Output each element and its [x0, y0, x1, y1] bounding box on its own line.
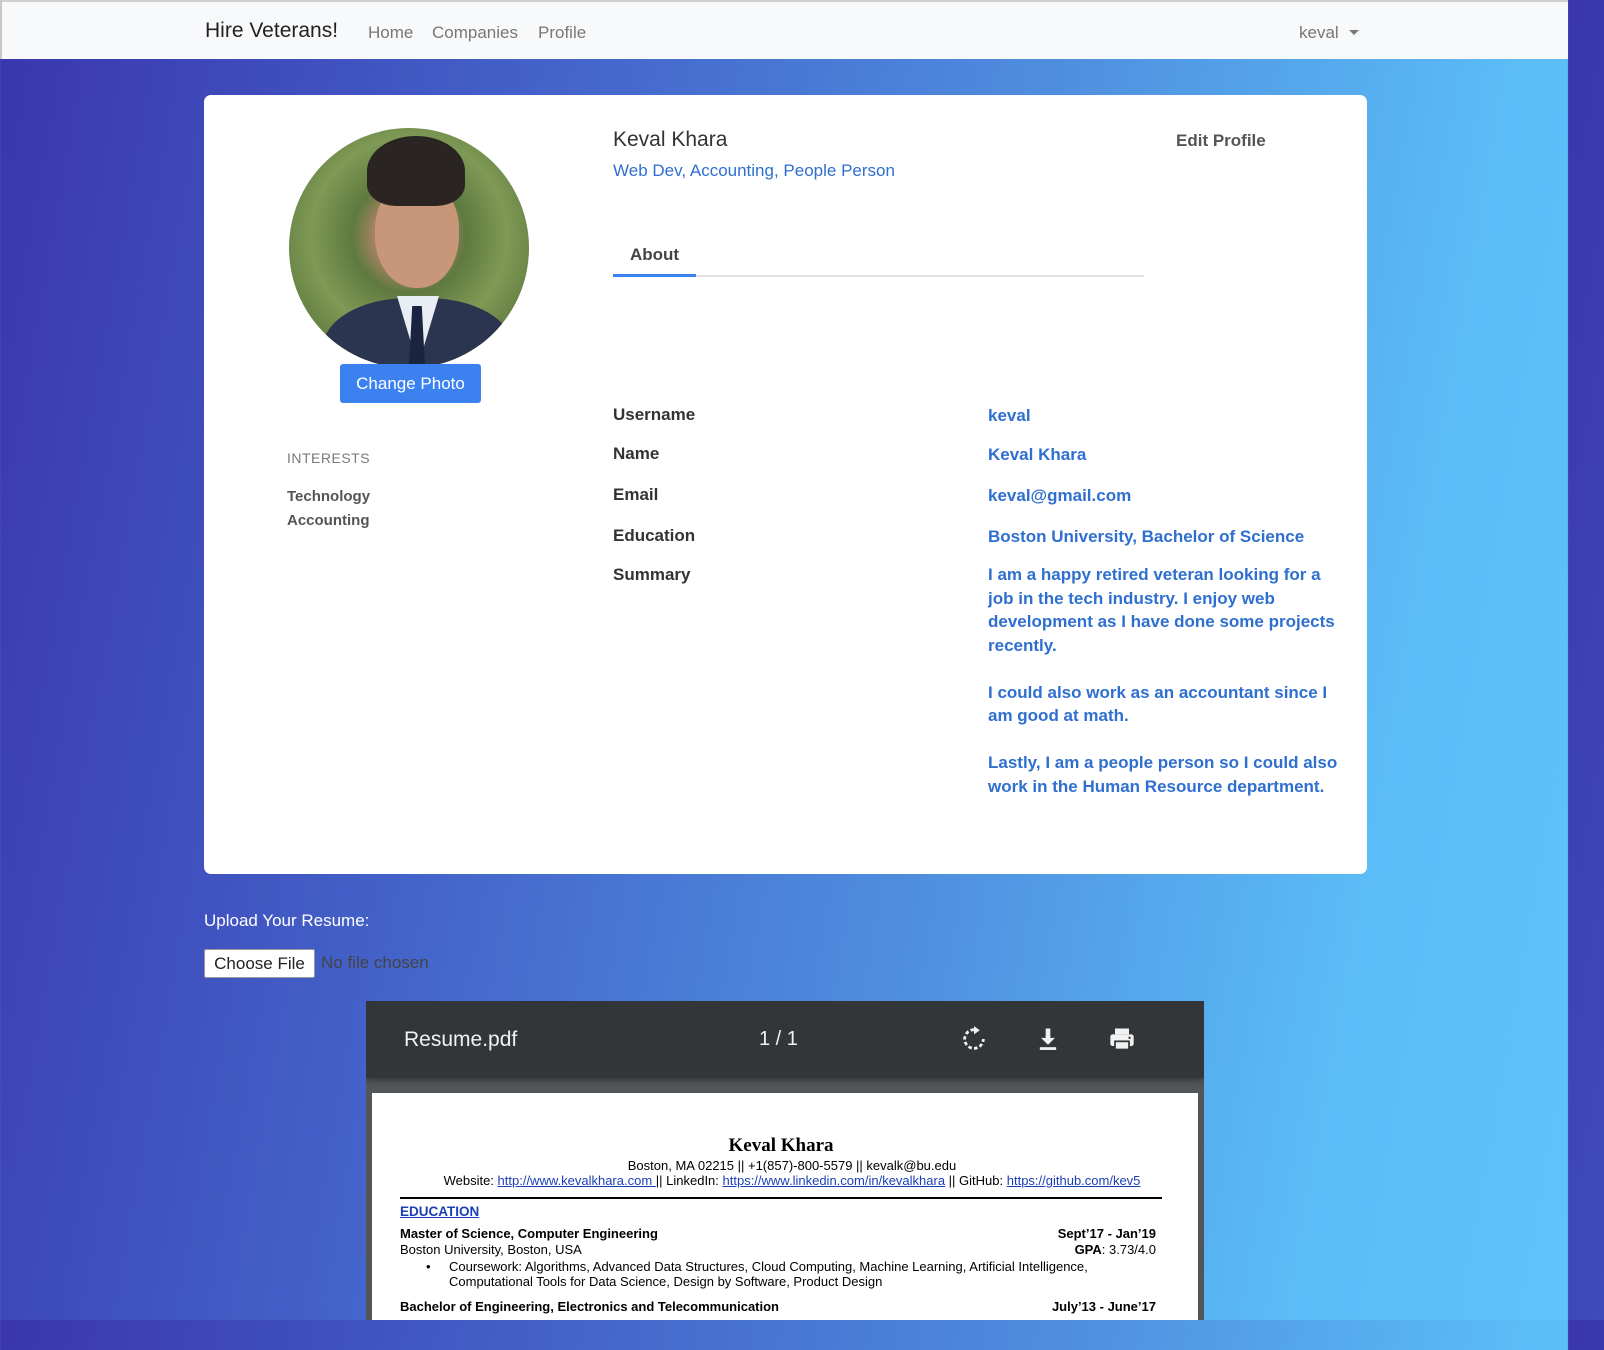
brand-logo-text[interactable]: Hire Veterans!	[205, 19, 339, 42]
profile-tagline: Web Dev, Accounting, People Person	[613, 161, 895, 180]
file-status: No file chosen	[321, 953, 429, 972]
resume-date: July’13 - June’17	[1051, 1299, 1156, 1314]
user-dropdown[interactable]	[1299, 23, 1359, 43]
name-value: Keval Khara	[988, 445, 1087, 464]
resume-links	[372, 1173, 1204, 1188]
name-label: Name	[613, 444, 660, 463]
resume-bullet: •	[426, 1259, 431, 1274]
summary-value	[988, 563, 1338, 822]
username-value: keval	[988, 406, 1031, 425]
nav-companies[interactable]: Companies	[432, 23, 518, 42]
email-value: keval@gmail.com	[988, 486, 1132, 505]
resume-school: Boston University, Boston, USA	[400, 1242, 582, 1257]
profile-name: Keval Khara	[613, 128, 728, 151]
resume-degree: Bachelor of Engineering, Electronics and Telecommunication	[400, 1299, 779, 1314]
resume-gpa-value: : 3.73/4.0	[1101, 1242, 1156, 1257]
resume-gpa	[1075, 1242, 1156, 1257]
edit-profile-button[interactable]: Edit Profile	[1176, 131, 1266, 150]
resume-linkedin-link[interactable]: https://www.linkedin.com/in/kevalkhara	[722, 1173, 946, 1188]
profile-card	[204, 95, 1367, 874]
summary-paragraph: I could also work as an accountant since I am good at math.	[988, 682, 1328, 725]
pdf-viewer	[366, 1001, 1204, 1320]
resume-contact: Boston, MA 02215 || +1(857)-800-5579 || kevalk@bu.edu	[627, 1158, 957, 1173]
resume-name: Keval Khara	[728, 1135, 834, 1156]
username-label: Username	[613, 405, 696, 424]
nav-home[interactable]: Home	[368, 23, 414, 42]
resume-gpa-label: GPA	[1074, 1242, 1102, 1257]
resume-coursework: Coursework: Algorithms, Advanced Data Structures, Cloud Computing, Machine Learning, Artificial Intelligence, Computational Tools for Data Science, Design by Software, Product Design	[449, 1259, 1088, 1289]
resume-date: Sept’17 - Jan’19	[1057, 1226, 1156, 1241]
resume-github-label: || GitHub:	[945, 1173, 1007, 1188]
resume-website-label: Website:	[443, 1173, 498, 1188]
upload-resume-label: Upload Your Resume:	[204, 911, 370, 930]
tab-about[interactable]: About	[630, 245, 680, 264]
change-photo-button[interactable]: Change Photo	[340, 364, 481, 403]
education-value: Boston University, Bachelor of Science	[988, 527, 1305, 546]
resume-divider	[400, 1197, 1162, 1199]
pdf-page-indicator: 1 / 1	[759, 1028, 798, 1050]
resume-degree: Master of Science, Computer Engineering	[400, 1226, 658, 1241]
resume-github-link[interactable]: https://github.com/kev5	[1006, 1173, 1141, 1188]
interest-item: Accounting	[287, 512, 370, 529]
rotate-icon[interactable]	[960, 1025, 988, 1053]
summary-label: Summary	[613, 565, 691, 584]
chevron-down-icon	[1349, 30, 1359, 35]
print-icon[interactable]	[1108, 1025, 1136, 1053]
nav-profile[interactable]: Profile	[538, 23, 587, 42]
interest-item: Technology	[287, 488, 371, 505]
resume-linkedin-label: || LinkedIn:	[655, 1173, 723, 1188]
interests-heading: INTERESTS	[287, 450, 371, 466]
summary-paragraph: Lastly, I am a people person so I could also work in the Human Resource department.	[988, 753, 1338, 796]
pdf-page	[372, 1093, 1198, 1320]
email-label: Email	[613, 485, 659, 504]
pdf-title: Resume.pdf	[404, 1028, 518, 1051]
download-icon[interactable]	[1034, 1025, 1062, 1053]
education-label: Education	[613, 526, 696, 545]
summary-paragraph: I am a happy retired veteran looking for a job in the tech industry. I enjoy web development as I have done some projects recently.	[988, 565, 1335, 655]
tab-active-indicator	[613, 274, 696, 277]
user-name: keval	[1299, 23, 1339, 42]
resume-website-link[interactable]: http://www.kevalkhara.com	[497, 1173, 656, 1188]
avatar	[289, 128, 529, 368]
choose-file-button[interactable]: Choose File	[204, 949, 315, 978]
resume-section-education: EDUCATION	[400, 1204, 480, 1219]
pdf-toolbar	[366, 1001, 1204, 1078]
navbar	[0, 0, 1568, 59]
